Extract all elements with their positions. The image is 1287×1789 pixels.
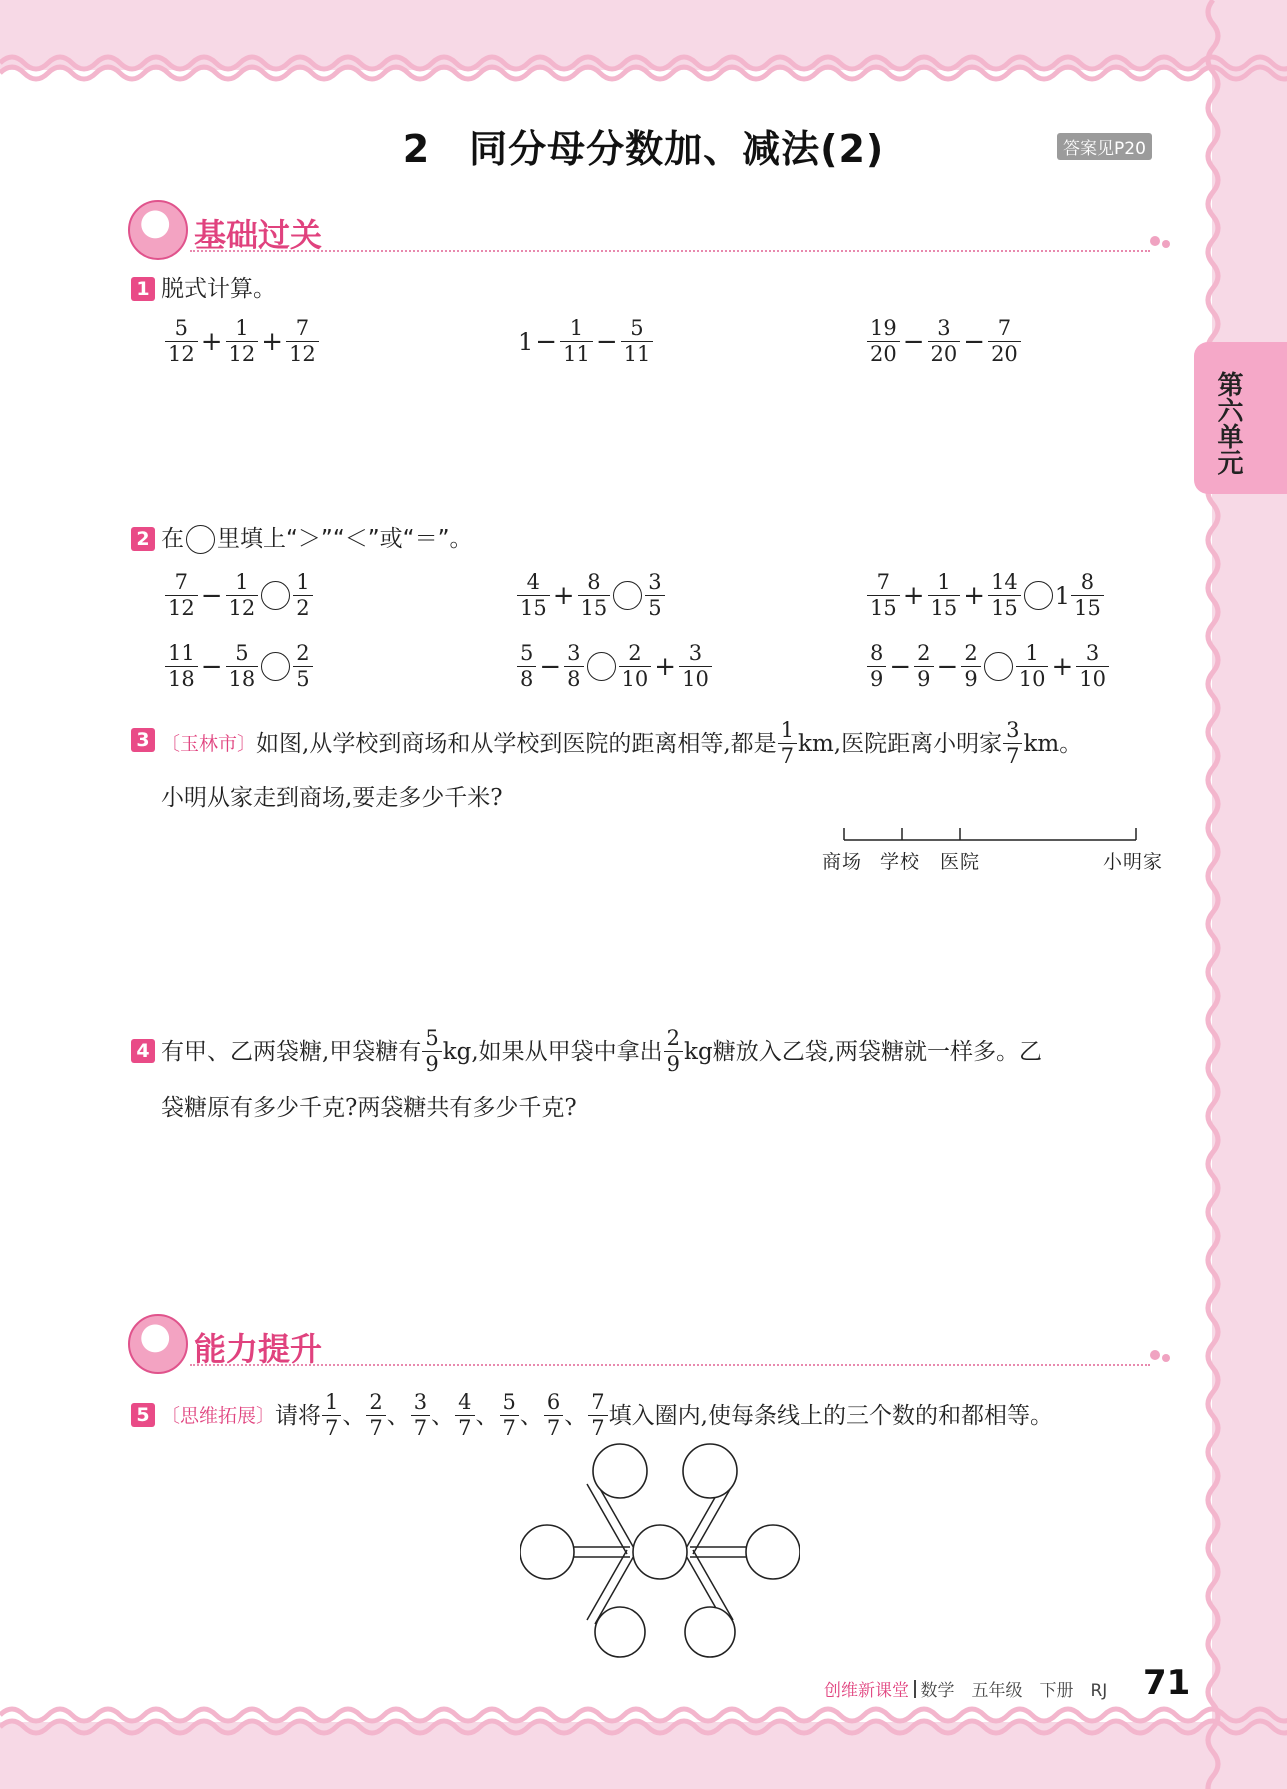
q3-source-tag: 〔玉林市〕 — [161, 732, 257, 755]
compare-blank-circle[interactable] — [261, 581, 290, 610]
compare-blank-circle[interactable] — [613, 581, 642, 610]
fraction — [645, 570, 664, 621]
numerator: 7 — [165, 570, 198, 596]
denominator: 18 — [228, 667, 256, 691]
fraction — [165, 570, 198, 621]
numerator: 7 — [286, 316, 319, 342]
answer-circle[interactable] — [520, 1525, 574, 1579]
answer-circle[interactable] — [746, 1525, 800, 1579]
numerator: 19 — [867, 316, 900, 342]
fraction — [564, 641, 583, 692]
denominator: 9 — [917, 667, 931, 691]
q2-expr — [164, 641, 314, 692]
numerator: 1 — [1016, 641, 1049, 667]
mascot-icon — [128, 1314, 188, 1374]
q3-line-2: 小明从家走到商场,要走多少千米? — [161, 785, 503, 811]
denominator: 7 — [591, 1416, 605, 1440]
mascot-icon — [128, 200, 188, 260]
compare-blank-circle[interactable] — [1024, 581, 1053, 610]
whole-number: 1 — [518, 327, 534, 356]
q5-text-pre: 请将 — [275, 1402, 322, 1429]
divider-dot — [1150, 236, 1160, 246]
operator: + — [552, 580, 575, 611]
number-line-diagram — [830, 822, 1150, 846]
section-divider — [190, 250, 1150, 252]
denominator: 8 — [520, 667, 534, 691]
denominator: 10 — [621, 667, 649, 691]
fraction — [1076, 641, 1109, 692]
numerator: 14 — [988, 570, 1021, 596]
fraction — [621, 316, 654, 367]
numerator: 1 — [322, 1390, 341, 1416]
answer-reference-badge: 答案见P20 — [1057, 133, 1152, 160]
operator: − — [902, 326, 925, 357]
fraction — [226, 570, 259, 621]
operator: − — [535, 326, 558, 357]
fraction: $\frac{1}{7}$ — [778, 718, 797, 769]
bottom-wave-border — [0, 1700, 1287, 1750]
fraction — [928, 570, 961, 621]
fraction — [517, 570, 550, 621]
numerator: 1 — [560, 316, 593, 342]
operator: − — [200, 651, 223, 682]
q2-text-post: 里填上“＞”“＜”或“＝”。 — [217, 526, 473, 552]
fraction — [165, 641, 198, 692]
operator: − — [539, 651, 562, 682]
denominator: 10 — [1079, 667, 1106, 691]
fraction — [619, 641, 652, 692]
fraction — [679, 641, 712, 692]
fraction — [322, 1390, 341, 1441]
separator: 、 — [475, 1402, 499, 1429]
denominator: 15 — [870, 596, 897, 620]
q1-expr-1 — [164, 316, 320, 367]
fraction — [286, 316, 319, 367]
numerator: 2 — [914, 641, 933, 667]
separator: 、 — [431, 1402, 455, 1429]
operator: + — [963, 580, 986, 611]
denominator: 15 — [580, 596, 608, 620]
fraction — [867, 570, 900, 621]
denominator: 10 — [1018, 667, 1046, 691]
denominator: 11 — [623, 342, 651, 366]
fraction — [961, 641, 980, 692]
compare-blank-circle[interactable] — [261, 652, 290, 681]
separator: 、 — [564, 1402, 588, 1429]
page-title: 2 同分母分数加、减法(2) — [402, 127, 885, 171]
denominator: 20 — [870, 342, 897, 366]
numerator: 3 — [411, 1390, 430, 1416]
fraction — [988, 316, 1021, 367]
divider-dot — [1162, 240, 1170, 248]
label-home: 小明家 — [1103, 851, 1164, 873]
fraction: $\frac{2}{9}$ — [664, 1026, 683, 1077]
question-number: 5 — [131, 1403, 155, 1427]
denominator: 15 — [520, 596, 547, 620]
denominator: 20 — [930, 342, 958, 366]
denominator: 10 — [682, 667, 709, 691]
separator: 、 — [519, 1402, 543, 1429]
label-mall: 商场 — [822, 851, 863, 873]
fraction — [455, 1390, 474, 1441]
answer-circle[interactable] — [593, 1444, 647, 1498]
blank-circle-icon — [186, 525, 215, 554]
operator: + — [902, 580, 925, 611]
operator: + — [200, 326, 223, 357]
fraction: $\frac{5}{9}$ — [422, 1026, 441, 1077]
operator: + — [261, 326, 284, 357]
numerator: 3 — [679, 641, 712, 667]
denominator: 15 — [1074, 596, 1101, 620]
question-number: 1 — [131, 277, 155, 301]
numerator: 2 — [293, 641, 312, 667]
q4-text-c: kg糖放入乙袋,两袋糖就一样多。乙 — [684, 1038, 1043, 1065]
compare-blank-circle[interactable] — [587, 652, 616, 681]
q3-text-a: 如图,从学校到商场和从学校到医院的距离相等,都是 — [256, 730, 777, 757]
section-basic-title: 基础过关 — [194, 216, 323, 254]
denominator: 7 — [325, 1416, 339, 1440]
q4-line-1 — [161, 1026, 1042, 1077]
q1-expr-3 — [866, 316, 1022, 367]
fraction — [500, 1390, 519, 1441]
q2-expr — [866, 641, 1110, 692]
q5-source-tag: 〔思维拓展〕 — [161, 1404, 276, 1427]
denominator: 8 — [567, 667, 581, 691]
operator: + — [1051, 651, 1074, 682]
q1-expr-2 — [518, 316, 654, 367]
operator: − — [200, 580, 223, 611]
denominator: 15 — [930, 596, 958, 620]
circle-star-diagram — [520, 1438, 800, 1658]
q3-text-c: km。 — [1023, 730, 1083, 757]
numerator: 4 — [517, 570, 550, 596]
q2-text-pre: 在 — [161, 526, 184, 552]
denominator: 20 — [991, 342, 1018, 366]
denominator: 12 — [228, 596, 256, 620]
fraction — [988, 570, 1021, 621]
q2-expr — [516, 570, 666, 621]
q4-text-a: 有甲、乙两袋糖,甲袋糖有 — [161, 1038, 422, 1065]
question-number: 2 — [131, 527, 155, 551]
numerator: 4 — [455, 1390, 474, 1416]
numerator: 1 — [226, 570, 259, 596]
answer-circle[interactable] — [685, 1607, 735, 1657]
fraction — [293, 641, 312, 692]
denominator: 18 — [168, 667, 195, 691]
fraction — [366, 1390, 385, 1441]
fraction — [867, 641, 886, 692]
unit-tab-label: 第六单元 — [1213, 371, 1243, 475]
fraction — [867, 316, 900, 367]
numerator: 5 — [621, 316, 654, 342]
q3-line-1 — [161, 718, 1082, 769]
fraction — [1016, 641, 1049, 692]
page-number: 71 — [1143, 1663, 1191, 1703]
fraction — [560, 316, 593, 367]
q5-fraction-list — [321, 1390, 609, 1441]
footer-info: 数学 五年级 下册 RJ — [920, 1681, 1108, 1701]
answer-circle[interactable] — [683, 1444, 737, 1498]
numerator: 7 — [588, 1390, 607, 1416]
section-divider — [190, 1364, 1150, 1366]
fraction — [588, 1390, 607, 1441]
operator: − — [936, 651, 959, 682]
numerator: 8 — [1071, 570, 1104, 596]
separator: 、 — [386, 1402, 410, 1429]
question-number: 4 — [131, 1039, 155, 1063]
numerator: 1 — [928, 570, 961, 596]
q2-expr — [516, 641, 713, 692]
operator: − — [889, 651, 912, 682]
denominator: 15 — [991, 596, 1018, 620]
numerator: 1 — [293, 570, 312, 596]
q2-expr — [164, 570, 314, 621]
q2-instruction — [161, 524, 473, 554]
fraction — [226, 316, 259, 367]
denominator: 12 — [289, 342, 316, 366]
numerator: 5 — [517, 641, 536, 667]
label-hospital: 医院 — [940, 851, 981, 873]
numerator: 8 — [867, 641, 886, 667]
numerator: 5 — [500, 1390, 519, 1416]
denominator: 9 — [964, 667, 978, 691]
fraction — [293, 570, 312, 621]
footer-divider — [914, 1680, 916, 1698]
denominator: 12 — [168, 596, 195, 620]
numerator: 5 — [226, 641, 259, 667]
fraction — [165, 316, 198, 367]
denominator: 2 — [296, 596, 310, 620]
numerator: 3 — [1076, 641, 1109, 667]
q4-text-b: kg,如果从甲袋中拿出 — [442, 1038, 663, 1065]
denominator: 12 — [228, 342, 256, 366]
q5-line — [161, 1390, 1053, 1441]
numerator: 6 — [544, 1390, 563, 1416]
q3-text-b: km,医院距离小明家 — [798, 730, 1003, 757]
numerator: 7 — [867, 570, 900, 596]
fraction — [517, 641, 536, 692]
section-advanced-title: 能力提升 — [194, 1330, 323, 1368]
numerator: 3 — [928, 316, 961, 342]
numerator: 3 — [564, 641, 583, 667]
denominator: 7 — [502, 1416, 516, 1440]
fraction — [544, 1390, 563, 1441]
denominator: 7 — [546, 1416, 561, 1440]
numerator: 2 — [366, 1390, 385, 1416]
denominator: 5 — [296, 667, 310, 691]
question-number: 3 — [131, 728, 155, 752]
numerator: 3 — [645, 570, 664, 596]
fraction: $\frac{3}{7}$ — [1003, 718, 1022, 769]
operator: + — [654, 651, 677, 682]
divider-dot — [1162, 1354, 1170, 1362]
whole-number: 1 — [1054, 581, 1071, 610]
center-circle[interactable] — [633, 1525, 687, 1579]
top-wave-border — [0, 38, 1287, 88]
numerator: 7 — [988, 316, 1021, 342]
numerator: 2 — [961, 641, 980, 667]
denominator: 7 — [413, 1416, 428, 1440]
fraction — [578, 570, 611, 621]
q4-line-2: 袋糖原有多少千克?两袋糖共有多少千克? — [161, 1095, 577, 1121]
operator: − — [963, 326, 986, 357]
fraction — [1071, 570, 1104, 621]
label-school: 学校 — [880, 851, 921, 873]
footer — [824, 1676, 1107, 1701]
operator: − — [595, 326, 618, 357]
denominator: 11 — [563, 342, 590, 366]
footer-brand: 创维新课堂 — [824, 1681, 909, 1701]
denominator: 5 — [648, 596, 662, 620]
right-wave-border — [1195, 0, 1235, 1789]
q1-instruction: 脱式计算。 — [161, 276, 276, 302]
numerator: 1 — [226, 316, 259, 342]
denominator: 12 — [168, 342, 195, 366]
numerator: 2 — [619, 641, 652, 667]
denominator: 7 — [369, 1416, 383, 1440]
answer-circle[interactable] — [595, 1607, 645, 1657]
divider-dot — [1150, 1350, 1160, 1360]
compare-blank-circle[interactable] — [984, 652, 1013, 681]
denominator: 7 — [458, 1416, 472, 1440]
fraction — [226, 641, 259, 692]
numerator: 8 — [578, 570, 611, 596]
fraction — [928, 316, 961, 367]
separator: 、 — [342, 1402, 366, 1429]
denominator: 9 — [870, 667, 884, 691]
fraction — [411, 1390, 430, 1441]
fraction — [914, 641, 933, 692]
q2-expr — [866, 570, 1105, 621]
numerator: 11 — [165, 641, 198, 667]
numerator: 5 — [165, 316, 198, 342]
q5-text-post: 填入圈内,使每条线上的三个数的和都相等。 — [608, 1402, 1053, 1429]
